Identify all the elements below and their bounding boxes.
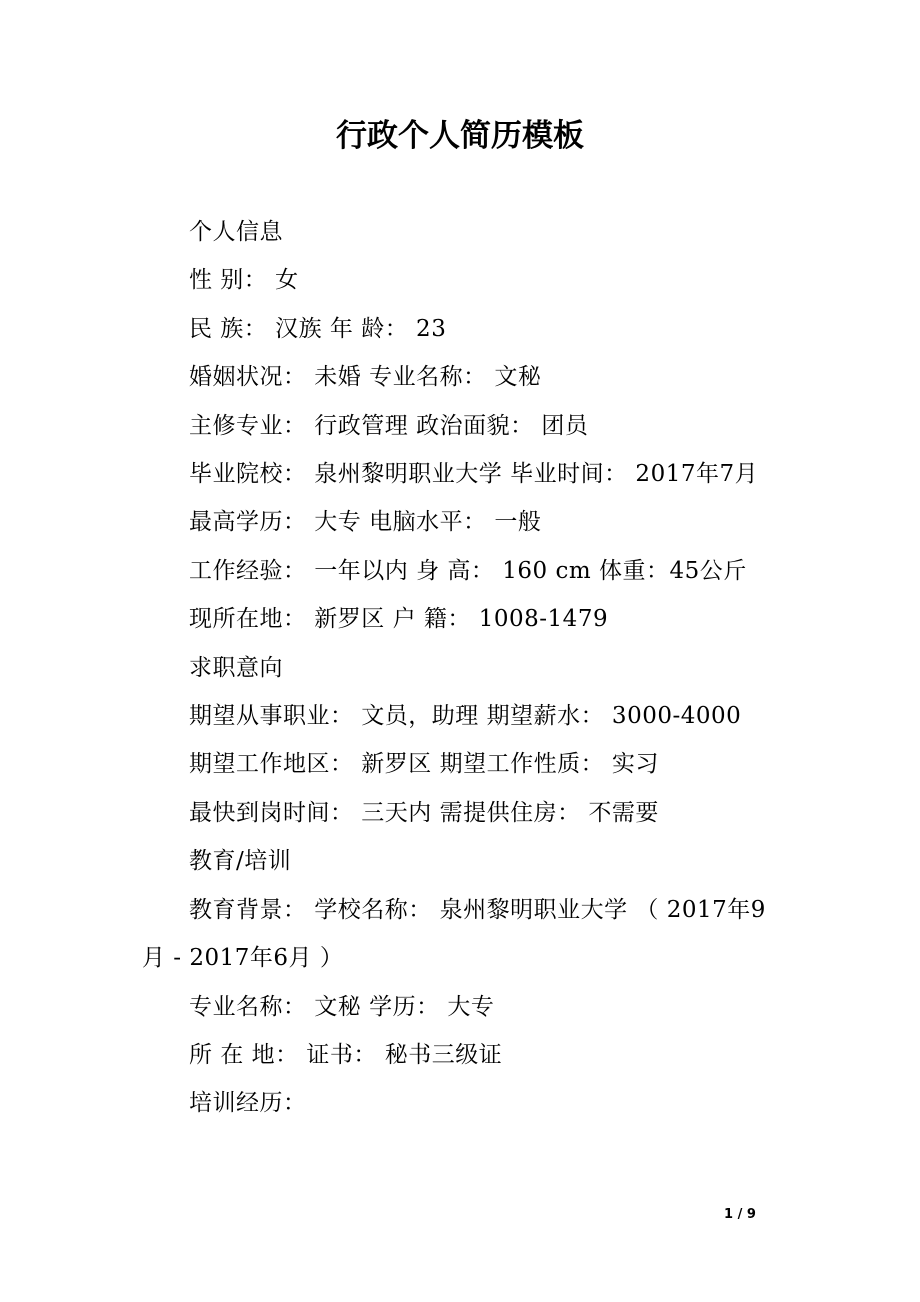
location-household-line: 现所在地： 新罗区 户 籍： 1008-1479: [189, 606, 609, 633]
section-heading-education: 教育/培训: [189, 848, 292, 875]
page-number: 1 / 9: [724, 1207, 756, 1222]
document-title: 行政个人简历模板: [336, 118, 584, 154]
section-heading-job-intention: 求职意向: [189, 654, 283, 681]
desired-area-nature-line: 期望工作地区： 新罗区 期望工作性质： 实习: [189, 751, 659, 778]
marital-major-line: 婚姻状况： 未婚 专业名称： 文秘: [189, 364, 542, 391]
education-computer-line: 最高学历： 大专 电脑水平： 一般: [189, 509, 542, 536]
major-political-line: 主修专业： 行政管理 政治面貌： 团员: [189, 412, 589, 439]
major-degree-line: 专业名称： 文秘 学历： 大专: [189, 993, 495, 1020]
ethnicity-age-line: 民 族： 汉族 年 龄： 23: [189, 315, 447, 342]
location-certificate-line: 所 在 地： 证书： 秘书三级证: [189, 1041, 503, 1068]
gender-line: 性 别： 女: [189, 267, 299, 294]
experience-height-line: 工作经验： 一年以内 身 高： 160 cm 体重：45公斤: [189, 557, 747, 584]
document-body: [142, 208, 782, 1128]
training-history-line: 培训经历：: [189, 1090, 307, 1117]
start-housing-line: 最快到岗时间： 三天内 需提供住房： 不需要: [189, 799, 659, 826]
school-graduation-line: 毕业院校： 泉州黎明职业大学 毕业时间： 2017年7月: [189, 461, 759, 488]
desired-job-salary-line: 期望从事职业： 文员，助理 期望薪水： 3000-4000: [189, 703, 742, 730]
section-heading-personal-info: 个人信息: [189, 219, 283, 245]
education-background-line: 教育背景： 学校名称： 泉州黎明职业大学 （ 2017年9月 - 2017年6月 ）: [142, 896, 766, 972]
